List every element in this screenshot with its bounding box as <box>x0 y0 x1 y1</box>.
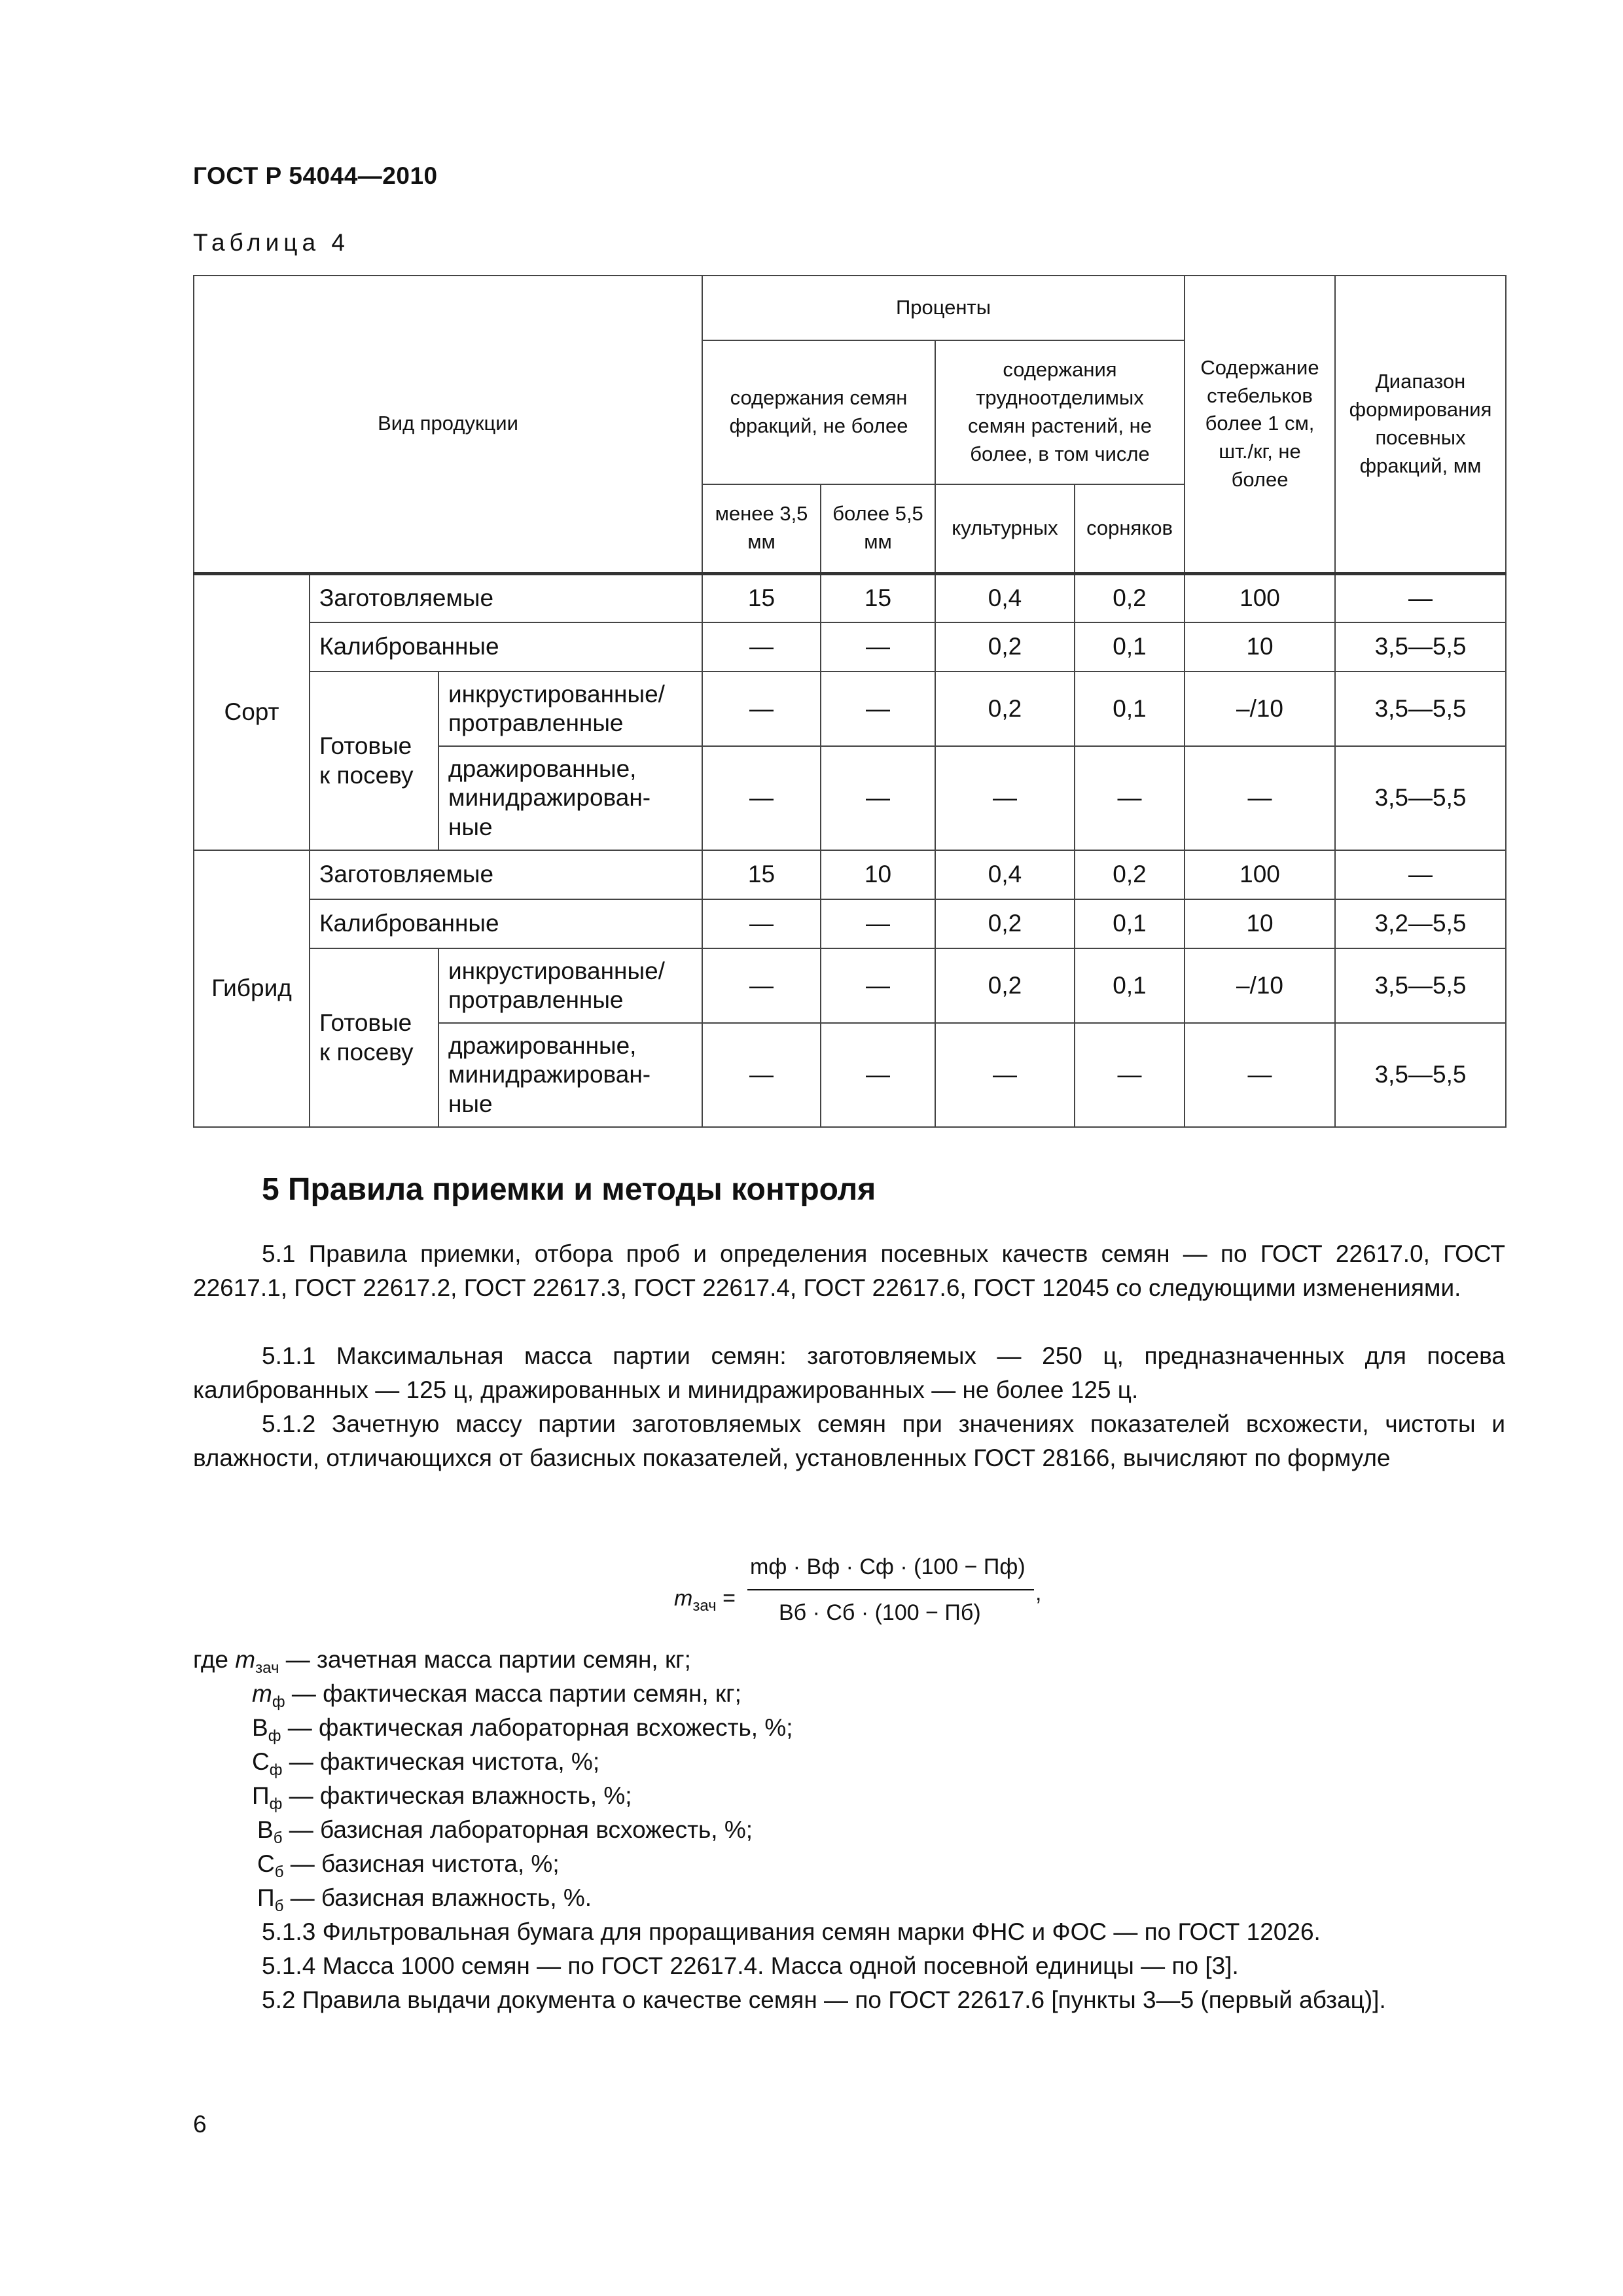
cell: — <box>1185 746 1335 850</box>
legend-symbol: В <box>252 1714 268 1741</box>
table-row <box>194 850 1506 899</box>
document-header: ГОСТ Р 54044—2010 <box>193 162 438 189</box>
formula-lhs <box>674 1586 736 1615</box>
cell: 100 <box>1185 573 1335 622</box>
cell: 0,2 <box>1075 850 1185 899</box>
header-range: Диапазон формирования посевных фракций, мм <box>1335 276 1506 573</box>
seed-quality-table <box>193 275 1507 1128</box>
row-label: дражированные, минидражирован-ные <box>438 746 702 850</box>
header-percent: Проценты <box>702 276 1185 340</box>
cell: — <box>935 1023 1075 1127</box>
legend-subscript: б <box>273 1829 283 1847</box>
legend-subscript: ф <box>268 1727 281 1745</box>
fraction-bar <box>747 1589 1034 1590</box>
cell: — <box>1335 573 1506 622</box>
cell: — <box>702 746 821 850</box>
legend-subscript: ф <box>269 1795 283 1813</box>
row-label: Заготовляемые <box>310 850 702 899</box>
legend-symbol: m <box>235 1646 256 1673</box>
legend-symbol: С <box>257 1850 275 1877</box>
ready-label: Готовые к посеву <box>310 672 438 850</box>
paragraph-5-1-3: 5.1.3 Фильтровальная бумага для проращивания семян марки ФНС и ФОС — по ГОСТ 12026. <box>262 1918 1321 1945</box>
cell: — <box>821 899 935 948</box>
cell: 3,5—5,5 <box>1335 746 1506 850</box>
header-inseparable: содержания трудноотделимых семян растений, не более, в том числе <box>935 340 1185 484</box>
legend-subscript: зач <box>255 1659 279 1677</box>
formula-lhs-subscript: зач <box>692 1597 717 1615</box>
row-label: Калиброванные <box>310 622 702 672</box>
legend-symbol: П <box>257 1884 275 1911</box>
header-less: менее 3,5 мм <box>702 484 821 573</box>
header-weeds: сорняков <box>1075 484 1185 573</box>
table-row <box>194 672 1506 746</box>
legend-item <box>257 1847 560 1881</box>
paragraph-5-1-4: 5.1.4 Масса 1000 семян — по ГОСТ 22617.4. Масса одной посевной единицы — по [3]. <box>262 1952 1239 1979</box>
cell: — <box>935 746 1075 850</box>
cell: — <box>702 622 821 672</box>
legend-subscript: ф <box>269 1761 283 1779</box>
cell: 0,4 <box>935 573 1075 622</box>
cell: 0,1 <box>1075 948 1185 1023</box>
cell: 0,2 <box>935 622 1075 672</box>
legend-item <box>193 1643 691 1677</box>
table-row <box>194 573 1506 622</box>
cell: — <box>1075 746 1185 850</box>
cell: 0,1 <box>1075 672 1185 746</box>
row-label: инкрустированные/ протравленные <box>438 948 702 1023</box>
legend-item <box>252 1677 741 1711</box>
row-label: дражированные, минидражирован-ные <box>438 1023 702 1127</box>
cell: 0,1 <box>1075 622 1185 672</box>
paragraph-5-1-2: 5.1.2 Зачетную массу партии заготовляемых семян при значениях показателей всхожести, чистоты и влажности, отличающихся от базисных показателей, установленных ГОСТ 28166, вычисляют по формуле <box>193 1410 1505 1471</box>
legend-subscript: б <box>274 1897 284 1915</box>
legend-symbol: m <box>252 1680 272 1707</box>
cell: 3,5—5,5 <box>1335 672 1506 746</box>
section-title: 5 Правила приемки и методы контроля <box>262 1172 876 1207</box>
cell: 15 <box>702 850 821 899</box>
legend-item <box>252 1745 599 1779</box>
cell: 3,5—5,5 <box>1335 948 1506 1023</box>
cell: — <box>702 1023 821 1127</box>
cell: — <box>821 622 935 672</box>
cell: 0,2 <box>935 672 1075 746</box>
table-caption: Таблица 4 <box>193 229 349 256</box>
paragraph-5-1-1: 5.1.1 Максимальная масса партии семян: заготовляемых — 250 ц, предназначенных для посева калиброванных — 125 ц, дражированных и минидражированных — не более 125 ц. <box>193 1342 1505 1403</box>
formula-denominator: Вб · Сб · (100 − Пб) <box>779 1600 981 1625</box>
cell: 15 <box>821 573 935 622</box>
page-number: 6 <box>193 2111 207 2138</box>
cell: 10 <box>821 850 935 899</box>
header-cultural: культурных <box>935 484 1075 573</box>
legend-intro: где <box>193 1646 229 1673</box>
cell: — <box>1075 1023 1185 1127</box>
legend-item <box>257 1813 753 1847</box>
legend-text: — базисная лабораторная всхожесть, %; <box>282 1816 753 1843</box>
header-fractions: содержания семян фракций, не более <box>702 340 935 484</box>
header-more: более 5,5 мм <box>821 484 935 573</box>
legend-symbol: П <box>252 1782 270 1809</box>
cell: 3,5—5,5 <box>1335 622 1506 672</box>
legend-text: — фактическая масса партии семян, кг; <box>285 1680 741 1707</box>
legend-item <box>257 1881 592 1915</box>
formula-lhs-symbol: m <box>674 1586 693 1611</box>
cell: 3,2—5,5 <box>1335 899 1506 948</box>
paragraph-5-2: 5.2 Правила выдачи документа о качестве семян — по ГОСТ 22617.6 [пункты 3—5 (первый абзац)]. <box>262 1986 1386 2013</box>
formula-numerator: mф · Вф · Сф · (100 − Пф) <box>750 1554 1026 1579</box>
cell: — <box>821 1023 935 1127</box>
cell: 15 <box>702 573 821 622</box>
formula-trailing: , <box>1035 1581 1042 1605</box>
legend-text: — фактическая лабораторная всхожесть, %; <box>281 1714 793 1741</box>
legend-item <box>252 1711 793 1745</box>
cell: 0,4 <box>935 850 1075 899</box>
table-row <box>194 948 1506 1023</box>
cell: — <box>821 746 935 850</box>
cell: — <box>702 899 821 948</box>
cell: — <box>702 672 821 746</box>
cell: — <box>821 948 935 1023</box>
ready-label: Готовые к посеву <box>310 948 438 1127</box>
row-label: Калиброванные <box>310 899 702 948</box>
legend-subscript: б <box>274 1863 284 1881</box>
legend-subscript: ф <box>272 1693 285 1711</box>
header-product: Вид продукции <box>194 276 702 573</box>
cell: — <box>702 948 821 1023</box>
cell: 3,5—5,5 <box>1335 1023 1506 1127</box>
cell: 100 <box>1185 850 1335 899</box>
cell: 0,2 <box>935 899 1075 948</box>
legend-item <box>252 1779 632 1813</box>
legend-text: — фактическая чистота, %; <box>282 1748 600 1775</box>
row-label: инкрустированные/ протравленные <box>438 672 702 746</box>
cell: 10 <box>1185 622 1335 672</box>
group-label: Гибрид <box>194 850 310 1127</box>
legend-symbol: С <box>252 1748 270 1775</box>
cell: –/10 <box>1185 948 1335 1023</box>
formula-equals: = <box>722 1586 736 1611</box>
cell: 0,2 <box>935 948 1075 1023</box>
group-label: Сорт <box>194 573 310 850</box>
cell: 10 <box>1185 899 1335 948</box>
cell: –/10 <box>1185 672 1335 746</box>
cell: — <box>821 672 935 746</box>
legend-text: — фактическая влажность, %; <box>282 1782 632 1809</box>
legend-text: — зачетная масса партии семян, кг; <box>279 1646 691 1673</box>
legend-text: — базисная чистота, %; <box>283 1850 560 1877</box>
row-label: Заготовляемые <box>310 573 702 622</box>
cell: — <box>1185 1023 1335 1127</box>
legend-text: — базисная влажность, %. <box>283 1884 592 1911</box>
table-row <box>194 899 1506 948</box>
paragraph-5-1: 5.1 Правила приемки, отбора проб и определения посевных качеств семян — по ГОСТ 22617.0, ГОСТ 22617.1, ГОСТ 22617.2, ГОСТ 22617.3, ГОСТ 22617.4, ГОСТ 22617.6, ГОСТ 12045 со следующими изменениями. <box>193 1240 1505 1301</box>
cell: 0,2 <box>1075 573 1185 622</box>
cell: 0,1 <box>1075 899 1185 948</box>
cell: — <box>1335 850 1506 899</box>
legend-symbol: В <box>257 1816 274 1843</box>
table-row <box>194 622 1506 672</box>
header-stalks: Содержание стебельков более 1 см, шт./кг, не более <box>1185 276 1335 573</box>
